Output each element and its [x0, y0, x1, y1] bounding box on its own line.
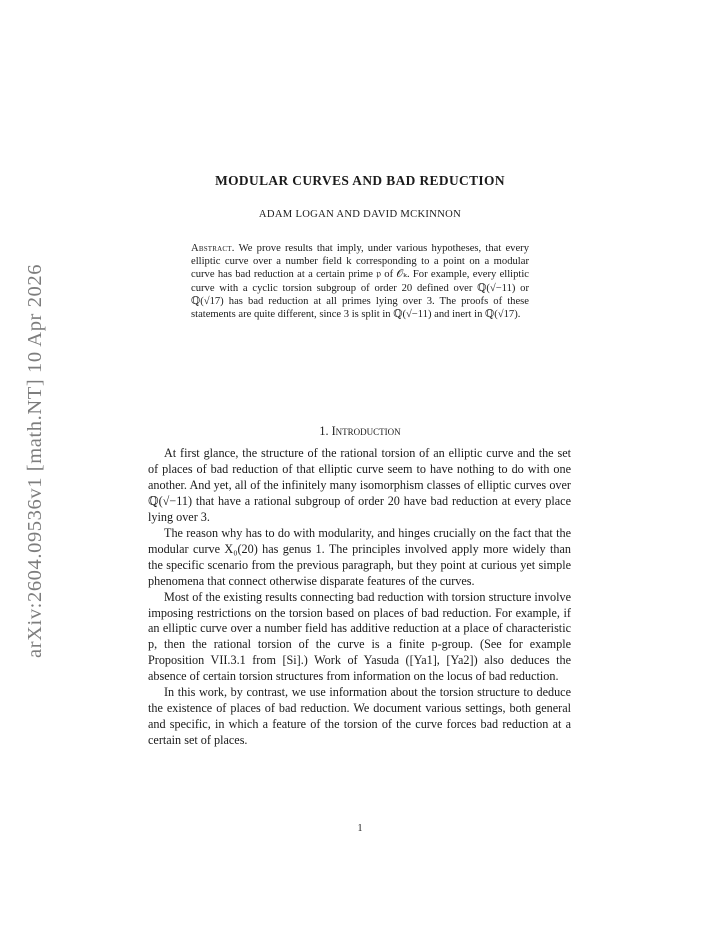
paragraph: In this work, by contrast, we use information about the torsion structure to deduce the existence of places of bad reduction. We document various settings, both general and specific, in which a feature of the torsion of the curve forces bad reduction at a certain set of places.: [148, 685, 571, 748]
abstract: [191, 242, 529, 321]
paragraph: Most of the existing results connecting bad reduction with torsion structure involve imposing restrictions on the torsion based on places of bad reduction. For example, if an elliptic curve over a number field has additive reduction at a place of characteristic p, then the rational torsion of the curve is a finite p-group. (See for example Proposition VII.3.1 from [Si].) Work of Yasuda ([Ya1], [Ya2]) also deduces the absence of certain torsion structures from information on the locus of bad reduction.: [148, 589, 571, 684]
page-number: 1: [357, 823, 363, 834]
section-title: Introduction: [331, 424, 401, 438]
section-number: 1.: [319, 424, 329, 438]
paper-title: MODULAR CURVES AND BAD REDUCTION: [215, 173, 505, 188]
author-list: ADAM LOGAN AND DAVID MCKINNON: [258, 209, 462, 220]
arxiv-identifier: arXiv:2604.09536v1 [math.NT] 10 Apr 2026: [24, 263, 46, 658]
paragraph: At first glance, the structure of the rational torsion of an elliptic curve and the set of places of bad reduction of that elliptic curve seem to have nothing to do with one another. And yet, all of the infinitely many isomorphism classes of elliptic curves over ℚ(√−11) that have a rational subgroup of order 20 have bad reduction at every place lying over 3.: [148, 446, 571, 524]
section-body: [148, 446, 571, 749]
abstract-label: Abstract.: [191, 243, 235, 254]
abstract-text: We prove results that imply, under various hypotheses, that every elliptic curve over a number field k corresponding to a point on a modular curve has bad reduction at a certain prime 𝔭 of 𝒪ₖ. For example, every elliptic curve with a cyclic torsion subgroup of order 20 defined over ℚ(√−11) or ℚ(√17) has bad reduction at all primes lying over 3. The proofs of these statements are quite different, since 3 is split in ℚ(√−11) and inert in ℚ(√17).: [191, 243, 529, 321]
section-heading: [148, 424, 572, 439]
paragraph: The reason why has to do with modularity, and hinges crucially on the fact that the modular curve X₀(20) has genus 1. The principles involved apply more widely than the specific scenario from the previous paragraph, but they point at curious yet simple phenomena that connect otherwise disparate features of the curves.: [148, 525, 571, 588]
